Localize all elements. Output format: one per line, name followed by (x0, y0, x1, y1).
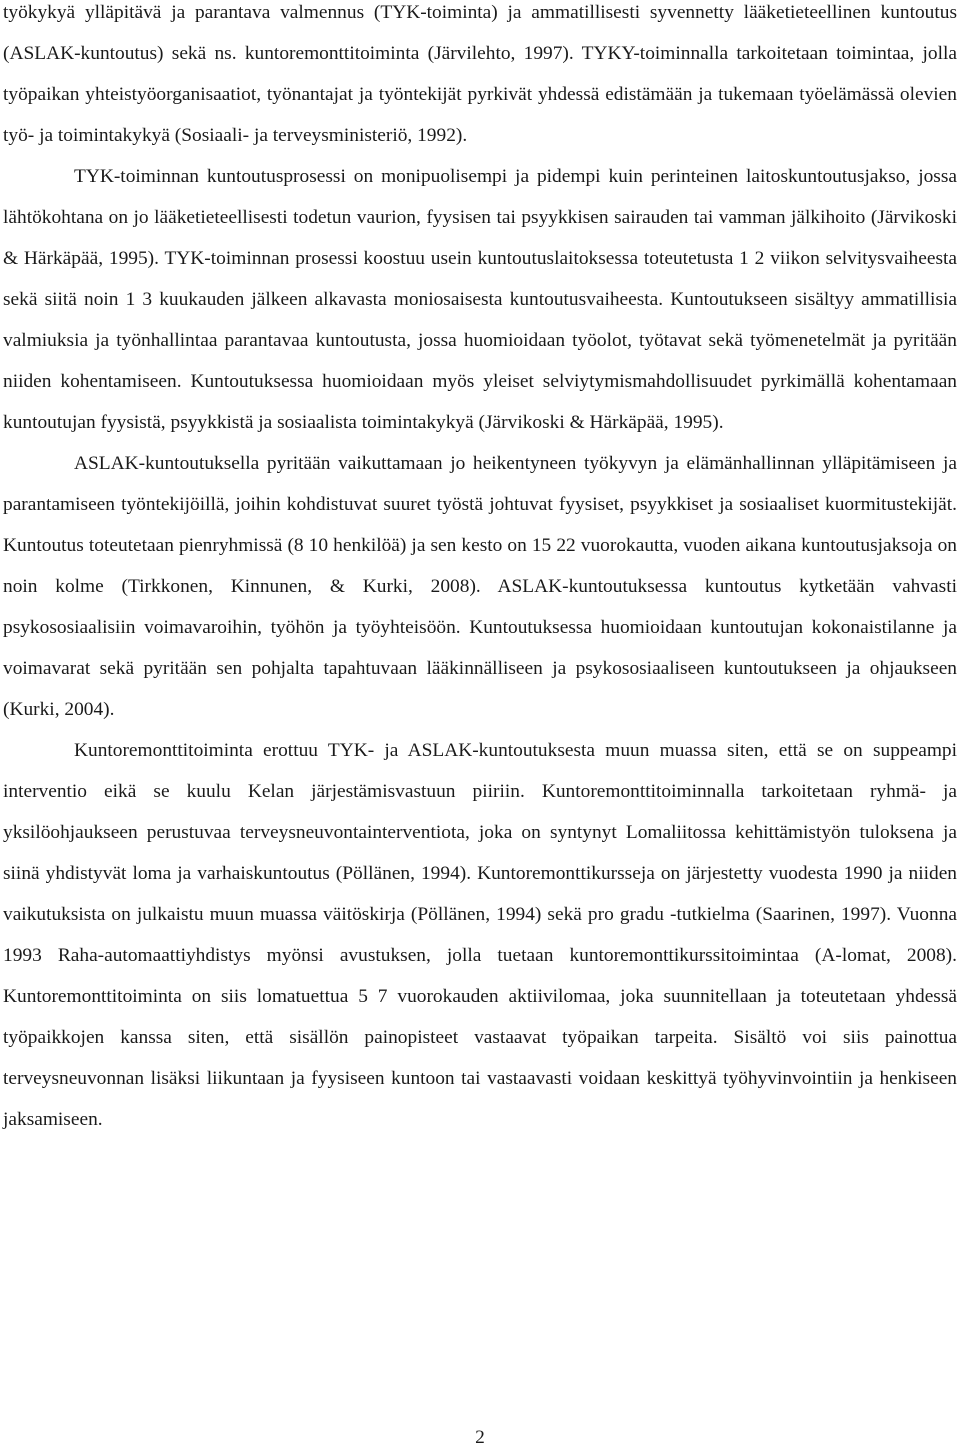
paragraph-1: työkykyä ylläpitävä ja parantava valmennus (TYK-toiminta) ja ammatillisesti syvennetty lääketieteellinen kuntoutus (ASLAK-kuntoutus) sekä ns. kuntoremonttitoiminta (Järvilehto, 1997). TYKY-toiminnalla tarkoitetaan toimintaa, jolla työpaikan yhteistyöorganisaatiot, työnantajat ja työntekijät pyrkivät yhdessä edistämään ja tukemaan työelämässä olevien työ- ja toimintakykyä (Sosiaali- ja terveysministeriö, 1992). (3, 2, 957, 146)
page-number: 2 (475, 1427, 485, 1448)
paragraph-2: TYK-toiminnan kuntoutusprosessi on monipuolisempi ja pidempi kuin perinteinen laitoskuntoutusjakso, jossa lähtökohtana on jo lääketieteellisesti todetun vaurion, fyysisen tai psyykkisen sairauden tai vamman jälkihoito (Järvikoski & Härkäpää, 1995). TYK-toiminnan prosessi koostuu usein kuntoutuslaitoksessa toteutetusta 1 2 viikon selvitysvaiheesta sekä siitä noin 1 3 kuukauden jälkeen alkavasta moniosaisesta kuntoutusvaiheesta. Kuntoutukseen sisältyy ammatillisia valmiuksia ja työnhallintaa parantavaa kuntoutusta, jossa huomioidaan työolot, työtavat sekä työmenetelmät ja pyritään niiden kohentamiseen. Kuntoutuksessa huomioidaan myös yleiset selviytymismahdollisuudet pyrkimällä kohentamaan kuntoutujan fyysistä, psyykkistä ja sosiaalista toimintakykyä (Järvikoski & Härkäpää, 1995). (3, 166, 957, 433)
paragraph-3: ASLAK-kuntoutuksella pyritään vaikuttamaan jo heikentyneen työkyvyn ja elämänhallinnan ylläpitämiseen ja parantamiseen työntekijöillä, joihin kohdistuvat suuret työstä johtuvat fyysiset, psyykkiset ja sosiaaliset kuormitustekijät. Kuntoutus toteutetaan pienryhmissä (8 10 henkilöä) ja sen kesto on 15 22 vuorokautta, vuoden aikana kuntoutusjaksoja on noin kolme (Tirkkonen, Kinnunen, & Kurki, 2008). ASLAK-kuntoutuksessa kuntoutus kytketään vahvasti psykososiaalisiin voimavaroihin, työhön ja työyhteisöön. Kuntoutuksessa huomioidaan kuntoutujan kokonaistilanne ja voimavarat sekä pyritään sen pohjalta tapahtuvaan lääkinnälliseen ja psykososiaaliseen kuntoutukseen ja ohjaukseen (Kurki, 2004). (3, 453, 957, 720)
paragraph-4: Kuntoremonttitoiminta erottuu TYK- ja ASLAK-kuntoutuksesta muun muassa siten, että se on suppeampi interventio eikä se kuulu Kelan järjestämisvastuun piiriin. Kuntoremonttitoiminnalla tarkoitetaan ryhmä- ja yksilöohjaukseen perustuvaa terveysneuvontainterventiota, joka on syntynyt Lomaliitossa kehittämistyön tuloksena ja siinä yhdistyvät loma ja varhaiskuntoutus (Pöllänen, 1994). Kuntoremonttikursseja on järjestetty vuodesta 1990 ja niiden vaikutuksista on julkaistu muun muassa väitöskirja (Pöllänen, 1994) sekä pro gradu -tutkielma (Saarinen, 1997). Vuonna 1993 Raha-automaattiyhdistys myönsi avustuksen, jolla tuetaan kuntoremonttikurssitoimintaa (A-lomat, 2008). Kuntoremonttitoiminta on siis lomatuettua 5 7 vuorokauden aktiivilomaa, joka suunnitellaan ja toteutetaan yhdessä työpaikkojen kanssa siten, että sisällön painopisteet vastaavat työpaikan tarpeita. Sisältö voi siis painottua terveysneuvonnan lisäksi liikuntaan ja fyysiseen kuntoon tai vastaavasti voidaan keskittyä työhyvinvointiin ja henkiseen jaksamiseen. (3, 740, 957, 1130)
document-page (3, 0, 957, 1140)
